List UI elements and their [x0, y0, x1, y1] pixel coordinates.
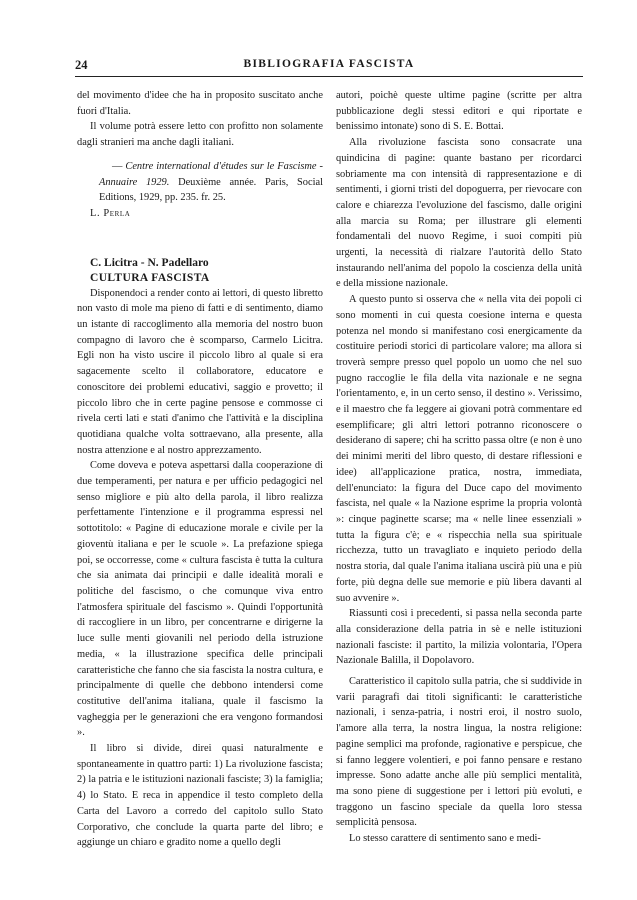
- citation-title: Centre international d'études sur le Fascisme - Annuaire 1929.: [99, 160, 323, 188]
- right-column: [336, 88, 582, 847]
- continued-paragraph: del movimento d'idee che ha in proposito suscitato anche fuori d'Italia.: [77, 90, 323, 117]
- citation-details: Deuxième année. Paris, Social Editions, 1929, pp. 235. fr. 25.: [99, 176, 324, 204]
- citation-dash: —: [112, 160, 123, 172]
- reviewer-signature: L. Perla: [90, 207, 131, 219]
- citation: [77, 159, 323, 206]
- book-title: CULTURA FASCISTA: [90, 271, 210, 284]
- review-paragraph: Alla rivoluzione fascista sono consacrate una quindicina di pagine: quante bastano per ricordarci sobriamente ma con intensità di rappresentazione e di sentimenti, i giorni tristi del dopoguerra, per rievocare con calore e chiarezza l'evoluzione del fascismo, dalle origini alla marcia su Roma; per illustrare gli elementi fondamentali del nuovo Regime, i suoi compiti più urgenti, la necessità di rialzare l'autorità dello Stato instaurando nell'anima del popolo la coscienza della unità e della missione nazionale.: [336, 137, 582, 290]
- review-paragraph: autori, poichè queste ultime pagine (scritte per altra pubblicazione degli stessi editori e qui riportate e benissimo intonate) sono di S. E. Bottai.: [336, 90, 582, 133]
- book-authors: C. Licitra - N. Padellaro: [90, 256, 209, 269]
- running-title: BIBLIOGRAFIA FASCISTA: [243, 58, 415, 70]
- page-number: 24: [75, 58, 88, 72]
- review-paragraph: Riassunti così i precedenti, si passa nella seconda parte alla considerazione della patria in sè e nelle istituzioni nazionali fasciste: il partito, la milizia volontaria, l'Opera Nazionale Balilla, il Dopolavoro.: [336, 608, 582, 667]
- review-paragraph: A questo punto si osserva che « nella vita dei popoli ci sono momenti in cui questa coesione interna e questa potenza nel mondo si manifestano così energicamente da costituire periodi storici di particolare valore; ma allora si troverà sempre presso quel popolo un uomo che nel suo pugno raccoglie le fila della vita nazionale e ne segna l'orientamento, e, in un certo senso, il destino ». Verissimo, e il maestro che fa leggere ai giovani potrà commentare ed esemplificare; gli altri lettori potranno riconoscere o desiderano di sapere; chi ha scritto passa oltre (e non è uno dei minimi meriti del libro questo, di destare riflessioni e idee) all'applicazione pratica, nostra, immediata, dell'enunciato: la figura del Duce capo del movimento fascista, nel quale « la Nazione esprime la propria volontà »: cinque paginette scarse; ma « nelle linee essenziali » tutta la figura c'è; e « rispecchia nella sua spirituale ricchezza, tutto un travagliato e inquieto periodo della nostra storia, dal quale l'anima italiana uscirà più una e più forte, più degna delle sue memorie e più libera davanti al suo avvenire ».: [336, 294, 582, 604]
- review-paragraph: Disponendoci a render conto ai lettori, di questo libretto non vasto di mole ma pieno di fatti e di sentimento, diamo un istante di raccoglimento alla memoria del nostro buon compagno di lavoro che è scomparso, Carmelo Licitra. Egli non ha visto uscire il piccolo libro al quale si era sagacemente scelto il collaboratore, educatore e conoscitore dei problemi educativi, saggio e provetto; il piccolo libro che in certe pagine pensose e commosse ci rivela certi lati e stati d'animo che l'attività e la disciplina quotidiana qualche volta sottraevano, alla presente, alla nostra attenzione e al nostro apprezzamento.: [77, 287, 323, 456]
- citation-text: [77, 159, 323, 206]
- review-paragraph: Il libro si divide, direi quasi naturalmente e spontaneamente in quattro parti: 1) La rivoluzione fascista; 2) la patria e le istituzioni nazionali fasciste; 3) la famiglia; 4) lo Stato. E reca in appendice il testo completo della Carta del Lavoro a corredo del capitolo sullo Stato Corporativo, che conclude la quarta parte del libro; e aggiunge un chiaro e gradito nome a quello degli: [77, 743, 323, 849]
- page-header: [75, 54, 583, 77]
- review-paragraph: Come doveva e poteva aspettarsi dalla cooperazione di due temperamenti, per natura e per ufficio pedagogici nel senso migliore e più alto della parola, il libro realizza perfettamente l'intenzione e il programma espressi nel sottotitolo: « Pagine di educazione morale e civile per la gioventù italiana e per le scuole ». La prefazione spiega poi, se occorresse, come « cultura fascista è tutta la cultura che sia animata dai principii e dalle idealità morali e politiche del fascismo, o che comunque viva entro l'atmosfera spirituale del fascismo ». Quindi l'opportunità di raccogliere in un libro, per concentrarne e dirigerne la luce sulle menti giovanili nel periodo della istruzione media, « la illustrazione specifica delle principali caratteristiche che fanno che sia fascista la nostra cultura, e principalmente di quelle che debbono intendersi come costitutive dell'anima italiana, quale il fascismo la vagheggia per le generazioni che era vengono formandosi ».: [77, 460, 323, 739]
- left-column: [77, 88, 323, 851]
- review-paragraph: Lo stesso carattere di sentimento sano e medi-: [349, 833, 541, 845]
- review-heading: [77, 256, 323, 286]
- volume-paragraph: Il volume potrà essere letto con profitto non solamente dagli stranieri ma anche dagli italiani.: [77, 121, 323, 149]
- review-paragraph: Caratteristico il capitolo sulla patria, che si suddivide in varii paragrafi dai titoli significanti: le caratteristiche nazionali, i senza-patria, i nostri eroi, il nostro suolo, l'amore alla terra, la nostra lingua, la nostra religione: pagine semplici ma profonde, ragionative e perspicue, che si fanno leggere volentieri, e poi fanno pensare e restano impresse. Sono adatte anche alle più semplici mentalità, ma sono piene di suggestione per i lettori più evoluti, e traggono un fascino speciale da quella loro stessa semplicità pensosa.: [336, 676, 582, 829]
